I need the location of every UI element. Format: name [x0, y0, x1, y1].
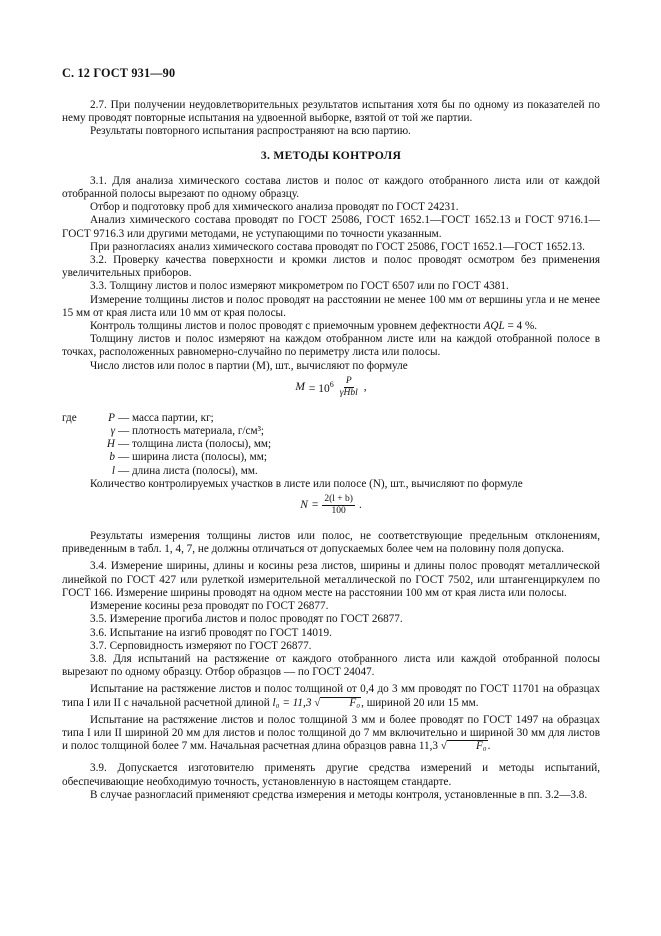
legend-text: — масса партии, кг;	[118, 411, 214, 424]
formula-n-numerator: 2(l + b)	[324, 494, 353, 505]
legend-text: — плотность материала, г/см³;	[118, 425, 265, 438]
legend-symbol: H	[106, 438, 115, 451]
formula-m-tail: ,	[363, 380, 367, 393]
legend-prefix: где P	[62, 412, 118, 425]
paragraph-3-9-disputes: В случае разногласий применяют средства измерения и методы контроля, установленные в пп. 3.2—3.8.	[90, 788, 588, 801]
paragraph-3-2: 3.2. Проверку качества поверхности и кромки листов и полос проводят осмотром без применения увеличительных приборов.	[62, 254, 600, 280]
formula-n-denominator: 100	[331, 506, 346, 517]
formula-m-denominator: γHbl	[339, 387, 358, 398]
paragraph-3-1: 3.1. Для анализа химического состава листов и полос от каждого отобранного листа или от каждой отобранной полосы вырезают по одному образцу.	[62, 174, 600, 201]
paragraph-3-9: 3.9. Допускается изготовителю применять другие средства измерений и методы испытаний, обеспечивающие необходимую точность, установленную в настоящем стандарте.	[62, 762, 600, 788]
formula-n-tail: .	[358, 498, 362, 511]
paragraph-3-3-aql: Контроль толщины листов и полос проводят с приемочным уровнем дефектности AQL = 4 %.	[90, 320, 538, 333]
formula-m-fraction	[338, 376, 360, 399]
legend-prefix	[62, 425, 118, 438]
paragraph-3-3-points: Толщину листов и полос измеряют на каждом отобранном листе или на каждой отобранной полосе в точках, расположенных равномерно-случайно по периметру листа или полосы.	[62, 333, 600, 359]
paragraph-2-7: 2.7. При получении неудовлетворительных результатов испытания хотя бы по одному из показателей по нему проводят повторные испытания на удвоенной выборке, взятой от той же партии.	[62, 99, 600, 125]
legend-text: — ширина листа (полосы), мм;	[118, 451, 267, 464]
formula-m-eq: = $10^6$	[308, 380, 334, 396]
legend-symbol: b	[109, 451, 115, 464]
gauge-length-formula: l₀ = 11,3	[272, 696, 312, 709]
paragraph-3-5: 3.5. Измерение прогиба листов и полос проводят по ГОСТ 26877.	[90, 613, 403, 626]
legend-text: — толщина листа (полосы), мм;	[118, 438, 272, 451]
legend-prefix	[62, 465, 118, 478]
section-title: 3. МЕТОДЫ КОНТРОЛЯ	[260, 148, 402, 162]
paragraph-3-7: 3.7. Серповидность измеряют по ГОСТ 26877.	[90, 639, 312, 652]
aql-symbol: AQL	[483, 320, 505, 333]
legend-symbol: l	[111, 464, 115, 477]
legend-row	[62, 425, 600, 438]
legend-prefix	[62, 451, 118, 464]
document-body	[62, 99, 600, 802]
legend-row	[62, 465, 600, 478]
sqrt-area-2: F₀	[447, 740, 488, 752]
paragraph-thickness-results: Результаты измерения толщины листов или полос, не соответствующие предельным отклонениям, приведенным в табл. 1, 4, 7, не должны отличаться от допускаемых более чем на половину поля допуска.	[62, 530, 600, 556]
page-header: С. 12 ГОСТ 931—90	[62, 66, 176, 80]
legend-symbol: P	[108, 411, 115, 424]
formula-n-eq: =	[311, 498, 319, 511]
formula-n	[62, 494, 600, 524]
formula-m	[62, 376, 600, 406]
legend-row	[62, 412, 600, 425]
paragraph-3-1-disputes: При разногласиях анализ химического состава проводят по ГОСТ 25086, ГОСТ 1652.1—ГОСТ 1652.13.	[90, 240, 585, 253]
formula-n-fraction	[322, 494, 355, 517]
paragraph-count-sections: Количество контролируемых участков в листе или полосе (N), шт., вычисляют по формуле	[90, 477, 523, 490]
paragraph-2-7-results: Результаты повторного испытания распространяют на всю партию.	[90, 125, 411, 138]
formula-m-numerator: P	[345, 375, 352, 386]
paragraph-3-6: 3.6. Испытание на изгиб проводят по ГОСТ 14019.	[90, 626, 332, 639]
paragraph-3-4: 3.4. Измерение ширины, длины и косины реза листов, ширины и длины полос проводят металлической линейкой по ГОСТ 427 или рулеткой измерительной металлической по ГОСТ 7502, или штангенциркулем по ГОСТ 166. Измерение ширины проводят на одном месте на расстоянии 100 мм от края листа или полосы.	[62, 560, 600, 599]
paragraph-3-3-count: Число листов или полос в партии (M), шт., вычисляют по формуле	[90, 359, 408, 372]
legend-row	[62, 438, 600, 451]
paragraph-3-1-sampling: Отбор и подготовку проб для химического анализа проводят по ГОСТ 24231.	[90, 201, 459, 214]
paragraph-3-4-skew: Измерение косины реза проводят по ГОСТ 26877.	[90, 600, 329, 613]
legend-prefix	[62, 438, 118, 451]
paragraph-3-8-thin: Испытание на растяжение листов и полос толщиной от 0,4 до 3 мм проводят по ГОСТ 11701 на образцах типа I или II с начальной расчетной длиной l₀ = 11,3 √ F₀, шириной 20 или 15 мм.	[62, 683, 600, 709]
legend-row	[62, 451, 600, 464]
legend-symbol: γ	[110, 425, 115, 438]
legend-text: — длина листа (полосы), мм.	[118, 464, 258, 477]
paragraph-3-8: 3.8. Для испытаний на растяжение от каждого отобранного листа или каждой отобранной полосы вырезают по одному образцу. Отбор образцов — по ГОСТ 24047.	[62, 652, 600, 679]
paragraph-3-3-distance: Измерение толщины листов и полос проводят на расстоянии не менее 100 мм от вершины угла и не менее 15 мм от края листа или 10 мм от края полосы.	[62, 293, 600, 319]
formula-m-lhs: M	[295, 380, 305, 393]
paragraph-3-1-analysis: Анализ химического состава проводят по ГОСТ 25086, ГОСТ 1652.1—ГОСТ 1652.13 и ГОСТ 9716.1—ГОСТ 9716.3 или другими методами, не уступающими по точности указанным.	[62, 214, 600, 240]
paragraph-3-3: 3.3. Толщину листов и полос измеряют микрометром по ГОСТ 6507 или по ГОСТ 4381.	[90, 280, 509, 293]
formula-n-lhs: N	[300, 498, 308, 511]
paragraph-3-8-thick: Испытание на растяжение листов и полос толщиной 3 мм и более проводят по ГОСТ 1497 на образцах типа I или II шириной 20 мм для листов и полос толщиной до 7 мм включительно и шириной 30 мм для листов и полос толщиной более 7 мм. Начальная расчетная длина образцов равна 11,3 √ F₀.	[62, 713, 600, 753]
sqrt-area: F₀	[320, 697, 361, 709]
formula-legend	[62, 412, 600, 478]
